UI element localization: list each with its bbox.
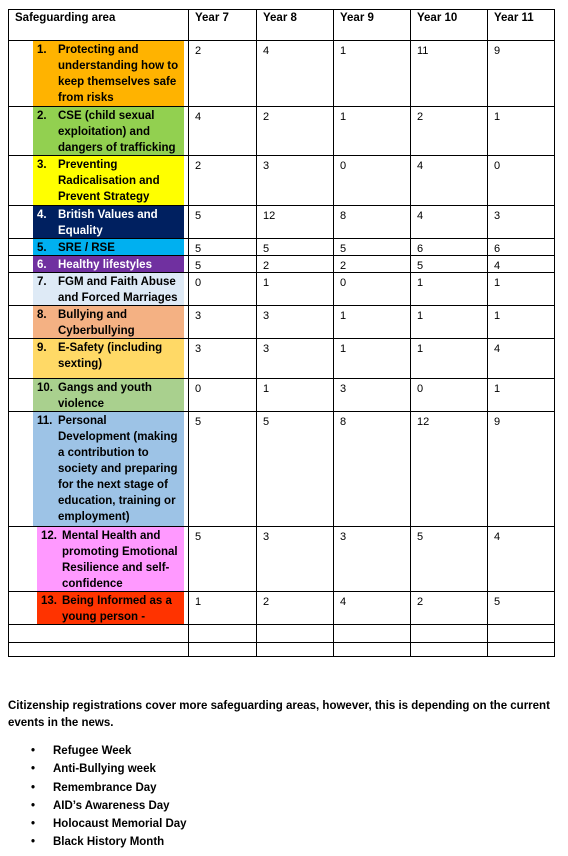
bullet-icon: • — [31, 836, 36, 849]
area-label: Bullying and Cyberbullying — [58, 309, 135, 337]
area-label: Mental Health and promoting Emotional Resilience and self-confidence — [62, 530, 178, 590]
table-row — [9, 412, 555, 527]
year-7-value: 0 — [189, 379, 257, 412]
year-8-value: 3 — [257, 527, 334, 592]
year-11-value: 0 — [488, 156, 555, 206]
table-row — [9, 592, 555, 625]
area-label: Protecting and understanding how to keep themselves safe from risks — [58, 44, 179, 104]
event-name: Black History Month — [53, 836, 165, 849]
area-number: 3. — [37, 159, 47, 171]
table-row — [9, 379, 555, 412]
area-label-block — [33, 273, 184, 305]
year-8-value: 12 — [257, 206, 334, 239]
area-label: E-Safety (including sexting) — [58, 342, 163, 370]
area-label: FGM and Faith Abuse and Forced Marriages — [58, 276, 178, 304]
table-row — [9, 273, 555, 306]
year-8-value: 1 — [257, 273, 334, 306]
event-list-item — [8, 833, 187, 851]
event-name: Refugee Week — [53, 745, 132, 757]
area-number: 4. — [37, 209, 47, 221]
header-safeguarding-area: Safeguarding area — [9, 10, 189, 41]
table-row — [9, 527, 555, 592]
safeguarding-area-cell — [9, 206, 189, 239]
header-year-7: Year 7 — [189, 10, 257, 41]
year-10-value: 5 — [411, 527, 488, 592]
table-body — [9, 41, 555, 657]
safeguarding-area-cell — [9, 239, 189, 256]
year-9-value: 5 — [334, 239, 411, 256]
area-label-block — [37, 527, 184, 591]
table-header-row — [9, 10, 555, 41]
year-9-value: 0 — [334, 156, 411, 206]
empty-cell — [189, 643, 257, 657]
year-10-value: 2 — [411, 107, 488, 156]
year-9-value: 1 — [334, 306, 411, 339]
year-7-value: 5 — [189, 256, 257, 273]
year-7-value: 2 — [189, 156, 257, 206]
empty-cell — [334, 625, 411, 643]
empty-row — [9, 643, 555, 657]
area-number: 1. — [37, 44, 47, 56]
area-label-block — [33, 256, 184, 272]
table-row — [9, 239, 555, 256]
area-label-block — [33, 379, 184, 411]
safeguarding-area-cell — [9, 592, 189, 625]
year-8-value: 2 — [257, 107, 334, 156]
year-11-value: 4 — [488, 339, 555, 379]
event-list-item — [8, 742, 187, 760]
year-7-value: 5 — [189, 412, 257, 527]
area-label-block — [37, 592, 184, 624]
year-11-value: 6 — [488, 239, 555, 256]
table-row — [9, 339, 555, 379]
table-row — [9, 206, 555, 239]
year-7-value: 3 — [189, 306, 257, 339]
year-7-value: 2 — [189, 41, 257, 107]
safeguarding-area-cell — [9, 273, 189, 306]
year-11-value: 1 — [488, 107, 555, 156]
year-8-value: 5 — [257, 412, 334, 527]
safeguarding-area-cell — [9, 41, 189, 107]
year-10-value: 1 — [411, 339, 488, 379]
year-8-value: 3 — [257, 339, 334, 379]
area-label: Gangs and youth violence — [58, 382, 152, 410]
area-label-block — [33, 41, 184, 106]
event-name: Holocaust Memorial Day — [53, 818, 187, 831]
empty-row — [9, 625, 555, 643]
area-label-block — [33, 156, 184, 205]
area-number: 13. — [41, 595, 57, 607]
area-number: 6. — [37, 259, 47, 271]
safeguarding-area-cell — [9, 379, 189, 412]
area-number: 7. — [37, 276, 47, 288]
empty-cell — [334, 643, 411, 657]
empty-cell — [9, 625, 189, 643]
area-label: Being Informed as a young person - — [62, 595, 172, 623]
year-10-value: 6 — [411, 239, 488, 256]
area-label: SRE / RSE — [58, 242, 115, 254]
year-10-value: 2 — [411, 592, 488, 625]
year-8-value: 2 — [257, 256, 334, 273]
year-9-value: 1 — [334, 339, 411, 379]
year-7-value: 5 — [189, 239, 257, 256]
bullet-icon: • — [31, 799, 36, 812]
safeguarding-area-cell — [9, 412, 189, 527]
year-9-value: 4 — [334, 592, 411, 625]
year-9-value: 8 — [334, 412, 411, 527]
table-row — [9, 156, 555, 206]
area-label-block — [33, 339, 184, 378]
year-10-value: 0 — [411, 379, 488, 412]
area-label: CSE (child sexual exploitation) and dangers of trafficking — [58, 110, 176, 154]
year-11-value: 4 — [488, 256, 555, 273]
event-list-item — [8, 779, 187, 797]
year-10-value: 12 — [411, 412, 488, 527]
area-number: 10. — [37, 382, 53, 394]
year-10-value: 5 — [411, 256, 488, 273]
year-11-value: 4 — [488, 527, 555, 592]
area-number: 12. — [41, 530, 57, 542]
year-7-value: 4 — [189, 107, 257, 156]
header-year-10: Year 10 — [411, 10, 488, 41]
year-10-value: 1 — [411, 273, 488, 306]
year-11-value: 1 — [488, 379, 555, 412]
year-8-value: 1 — [257, 379, 334, 412]
area-label-block — [33, 206, 184, 238]
year-7-value: 3 — [189, 339, 257, 379]
events-list — [8, 742, 187, 852]
year-11-value: 3 — [488, 206, 555, 239]
table-row — [9, 306, 555, 339]
year-11-value: 9 — [488, 412, 555, 527]
safeguarding-area-cell — [9, 339, 189, 379]
bullet-icon: • — [31, 763, 36, 776]
year-9-value: 8 — [334, 206, 411, 239]
table-row — [9, 256, 555, 273]
event-name: AID’s Awareness Day — [53, 799, 170, 812]
year-7-value: 1 — [189, 592, 257, 625]
table-row — [9, 107, 555, 156]
empty-cell — [488, 625, 555, 643]
year-8-value: 5 — [257, 239, 334, 256]
area-label: Healthy lifestyles — [58, 259, 152, 271]
table-row — [9, 41, 555, 107]
safeguarding-area-cell — [9, 107, 189, 156]
year-9-value: 3 — [334, 527, 411, 592]
safeguarding-table — [8, 9, 555, 657]
year-10-value: 1 — [411, 306, 488, 339]
year-8-value: 4 — [257, 41, 334, 107]
safeguarding-area-cell — [9, 306, 189, 339]
year-10-value: 4 — [411, 156, 488, 206]
empty-cell — [411, 643, 488, 657]
area-label-block — [33, 107, 184, 155]
safeguarding-area-cell — [9, 256, 189, 273]
event-name: Remembrance Day — [53, 781, 157, 794]
year-9-value: 1 — [334, 41, 411, 107]
year-11-value: 1 — [488, 273, 555, 306]
area-label-block — [33, 412, 184, 526]
safeguarding-area-cell — [9, 156, 189, 206]
header-year-8: Year 8 — [257, 10, 334, 41]
year-11-value: 9 — [488, 41, 555, 107]
citizenship-note: Citizenship registrations cover more safeguarding areas, however, this is depending on the current events in the news. — [8, 700, 550, 729]
empty-cell — [488, 643, 555, 657]
year-11-value: 5 — [488, 592, 555, 625]
bullet-icon: • — [31, 818, 36, 831]
bullet-icon: • — [31, 745, 36, 757]
area-label-block — [33, 239, 184, 255]
year-11-value: 1 — [488, 306, 555, 339]
year-10-value: 4 — [411, 206, 488, 239]
area-number: 2. — [37, 110, 47, 122]
event-list-item — [8, 760, 187, 778]
area-label: British Values and Equality — [58, 209, 158, 237]
empty-cell — [257, 625, 334, 643]
empty-cell — [257, 643, 334, 657]
year-9-value: 0 — [334, 273, 411, 306]
event-list-item — [8, 815, 187, 833]
empty-cell — [9, 643, 189, 657]
area-number: 11. — [37, 415, 53, 427]
area-label-block — [33, 306, 184, 338]
year-7-value: 5 — [189, 206, 257, 239]
year-9-value: 2 — [334, 256, 411, 273]
empty-cell — [189, 625, 257, 643]
area-label: Personal Development (making a contribution to society and preparing for the next stage of education, training or employment) — [58, 415, 178, 523]
year-7-value: 5 — [189, 527, 257, 592]
area-number: 9. — [37, 342, 47, 354]
header-year-9: Year 9 — [334, 10, 411, 41]
header-year-11: Year 11 — [488, 10, 555, 41]
event-list-item — [8, 797, 187, 815]
bullet-icon: • — [31, 781, 36, 794]
safeguarding-area-cell — [9, 527, 189, 592]
year-10-value: 11 — [411, 41, 488, 107]
year-8-value: 2 — [257, 592, 334, 625]
area-label: Preventing Radicalisation and Prevent Strategy — [58, 159, 160, 203]
area-number: 5. — [37, 242, 47, 254]
year-8-value: 3 — [257, 306, 334, 339]
year-8-value: 3 — [257, 156, 334, 206]
year-9-value: 1 — [334, 107, 411, 156]
year-7-value: 0 — [189, 273, 257, 306]
event-name: Anti-Bullying week — [53, 763, 156, 776]
empty-cell — [411, 625, 488, 643]
year-9-value: 3 — [334, 379, 411, 412]
area-number: 8. — [37, 309, 47, 321]
